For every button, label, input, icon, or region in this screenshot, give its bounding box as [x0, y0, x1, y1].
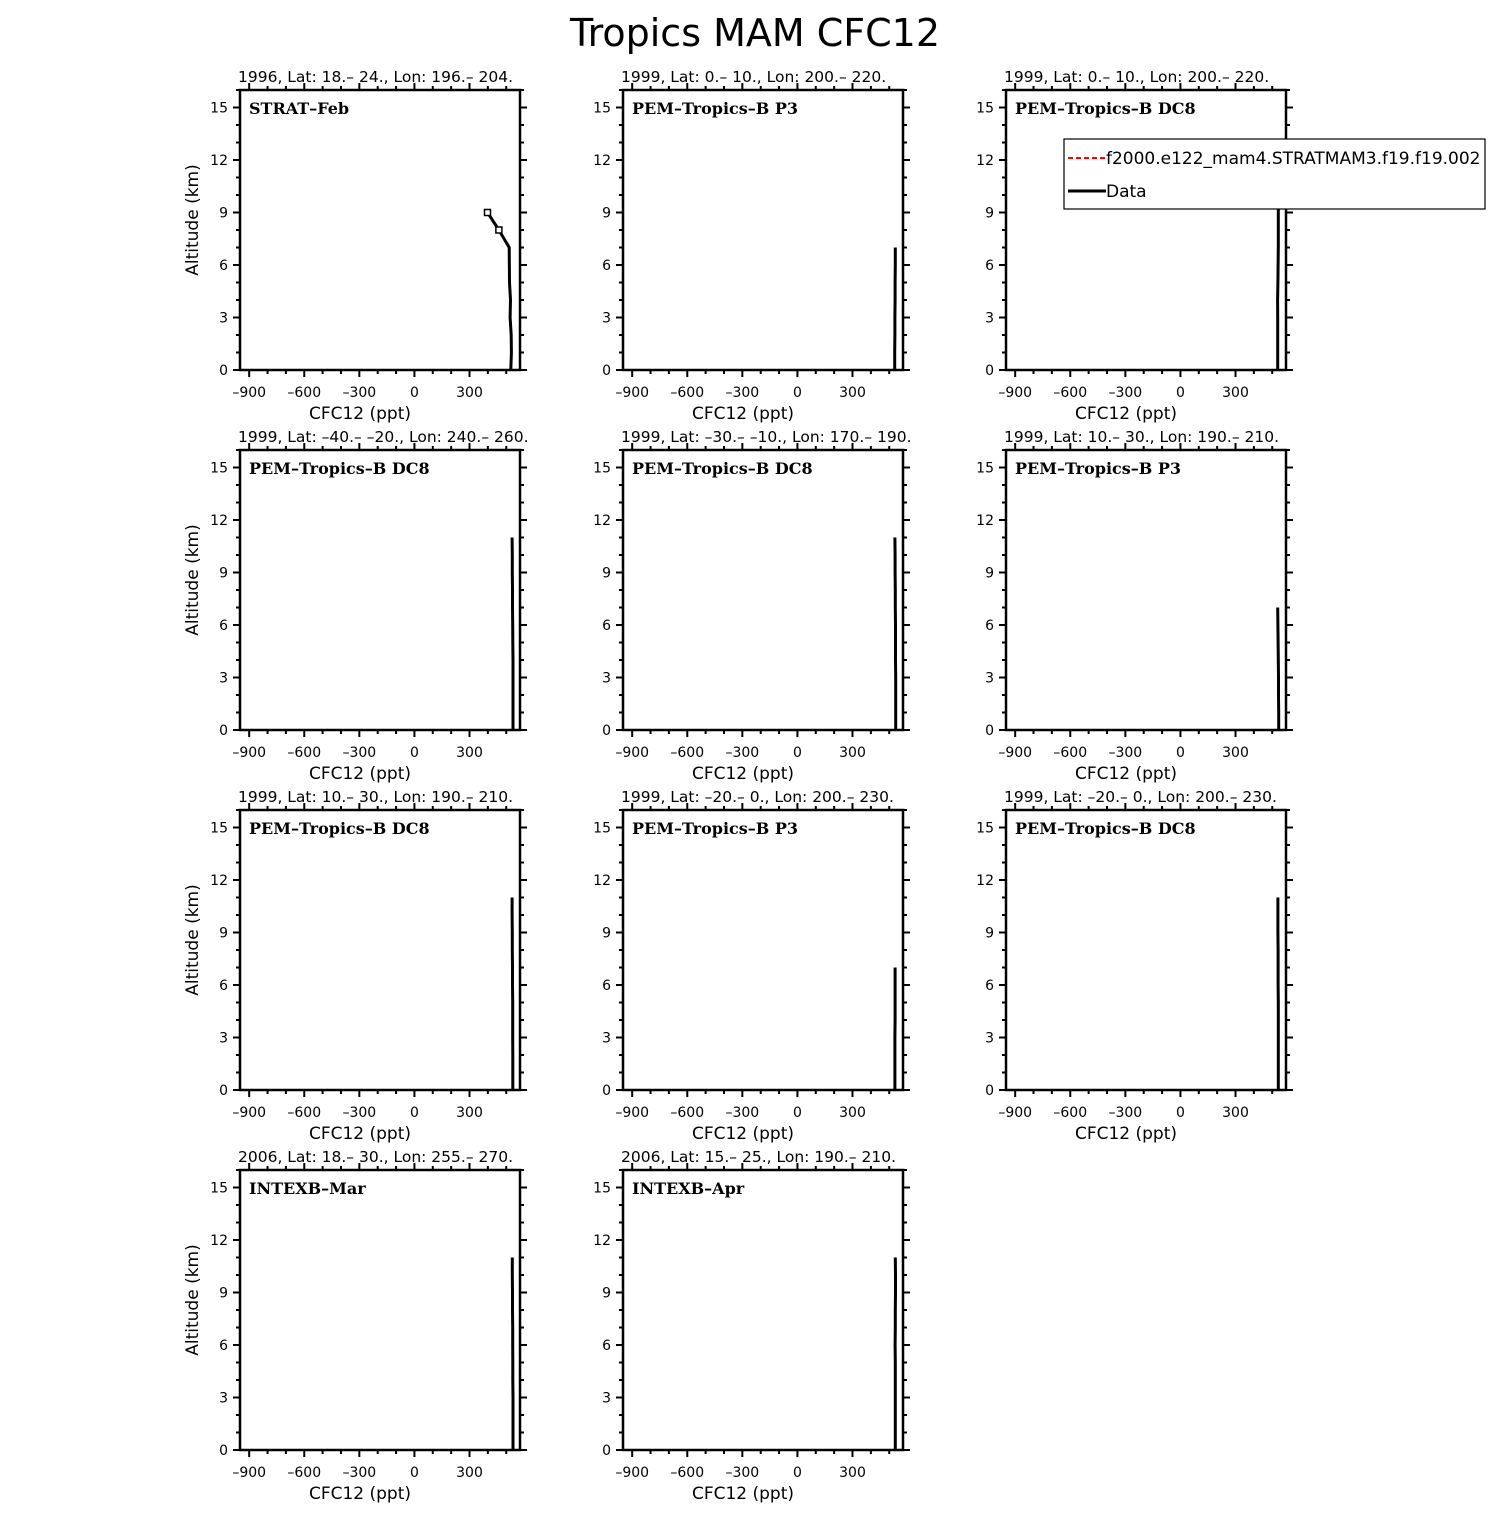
x-tick-label: 0	[793, 1105, 802, 1121]
data-point-marker	[485, 210, 491, 216]
panel-5	[593, 428, 911, 784]
panel-title: 1999, Lat: –30.– –10., Lon: 170.– 190.	[621, 428, 912, 446]
x-axis-label: CFC12 (ppt)	[692, 1124, 794, 1144]
x-tick-label: –900	[232, 1105, 266, 1121]
panel-9	[976, 788, 1293, 1144]
x-tick-label: 0	[793, 1465, 802, 1481]
y-tick-label: 3	[985, 671, 994, 687]
panel-title: 2006, Lat: 18.– 30., Lon: 255.– 270.	[238, 1148, 513, 1166]
y-tick-label: 15	[210, 101, 228, 117]
campaign-label: INTEXB–Apr	[632, 1179, 745, 1198]
y-tick-label: 0	[602, 363, 611, 379]
x-tick-label: 300	[839, 385, 866, 401]
y-tick-label: 9	[219, 926, 228, 942]
x-tick-label: 0	[410, 1465, 419, 1481]
y-tick-label: 3	[219, 311, 228, 327]
y-tick-label: 12	[593, 513, 611, 529]
x-tick-label: –600	[670, 385, 704, 401]
y-tick-label: 15	[593, 101, 611, 117]
x-tick-label: 300	[839, 1105, 866, 1121]
y-tick-label: 6	[219, 1338, 228, 1354]
plot-frame	[623, 810, 903, 1090]
y-tick-label: 6	[602, 1338, 611, 1354]
x-tick-label: –300	[342, 1465, 376, 1481]
y-tick-label: 0	[985, 723, 994, 739]
x-axis-label: CFC12 (ppt)	[1075, 404, 1177, 424]
plot-frame	[240, 90, 520, 370]
y-tick-label: 15	[210, 461, 228, 477]
y-tick-label: 6	[219, 258, 228, 274]
campaign-label: PEM–Tropics–B P3	[632, 99, 798, 118]
x-tick-label: –600	[1053, 745, 1087, 761]
y-tick-label: 6	[602, 618, 611, 634]
x-tick-label: –600	[1053, 385, 1087, 401]
x-tick-label: –900	[615, 1465, 649, 1481]
y-tick-label: 12	[976, 873, 994, 889]
y-axis-label: Altitude (km)	[183, 164, 203, 276]
x-tick-label: –900	[998, 385, 1032, 401]
x-axis-label: CFC12 (ppt)	[309, 404, 411, 424]
panel-4	[183, 428, 529, 784]
y-tick-label: 12	[976, 153, 994, 169]
data-point-marker	[496, 227, 502, 233]
campaign-label: PEM–Tropics–B DC8	[249, 459, 430, 478]
x-tick-label: –600	[287, 1465, 321, 1481]
panel-title: 1999, Lat: 10.– 30., Lon: 190.– 210.	[1004, 428, 1279, 446]
panel-title: 1999, Lat: 0.– 10., Lon: 200.– 220.	[621, 68, 886, 86]
y-tick-label: 12	[593, 153, 611, 169]
panel-title: 1999, Lat: –20.– 0., Lon: 200.– 230.	[621, 788, 894, 806]
campaign-label: PEM–Tropics–B DC8	[249, 819, 430, 838]
y-tick-label: 3	[219, 1391, 228, 1407]
y-tick-label: 6	[985, 258, 994, 274]
y-tick-label: 3	[602, 1031, 611, 1047]
y-tick-label: 0	[985, 363, 994, 379]
y-tick-label: 12	[210, 513, 228, 529]
y-tick-label: 9	[219, 566, 228, 582]
x-tick-label: –900	[232, 1465, 266, 1481]
campaign-label: INTEXB–Mar	[249, 1179, 366, 1198]
y-tick-label: 0	[219, 1083, 228, 1099]
y-tick-label: 9	[602, 566, 611, 582]
campaign-label: PEM–Tropics–B DC8	[1015, 99, 1196, 118]
legend-model-label: f2000.e122_mam4.STRATMAM3.f19.f19.002	[1106, 149, 1480, 169]
panel-6	[976, 428, 1293, 784]
x-tick-label: –300	[725, 385, 759, 401]
y-tick-label: 3	[602, 671, 611, 687]
panel-title: 1999, Lat: –20.– 0., Lon: 200.– 230.	[1004, 788, 1277, 806]
panel-10	[183, 1148, 527, 1504]
campaign-label: PEM–Tropics–B P3	[632, 819, 798, 838]
y-tick-label: 15	[593, 461, 611, 477]
x-axis-label: CFC12 (ppt)	[692, 1484, 794, 1504]
x-tick-label: –600	[670, 745, 704, 761]
y-tick-label: 3	[985, 1031, 994, 1047]
x-tick-label: –600	[670, 1465, 704, 1481]
x-tick-label: –900	[998, 745, 1032, 761]
y-tick-label: 6	[219, 618, 228, 634]
x-tick-label: 300	[839, 745, 866, 761]
x-tick-label: –900	[615, 385, 649, 401]
y-tick-label: 12	[210, 873, 228, 889]
x-tick-label: 300	[1222, 385, 1249, 401]
plot-frame	[1006, 810, 1286, 1090]
y-tick-label: 6	[985, 618, 994, 634]
x-tick-label: –900	[615, 1105, 649, 1121]
plot-frame	[240, 1170, 520, 1450]
x-axis-label: CFC12 (ppt)	[309, 1484, 411, 1504]
data-series-line	[512, 1258, 513, 1451]
y-tick-label: 0	[985, 1083, 994, 1099]
y-tick-label: 12	[593, 1233, 611, 1249]
x-axis-label: CFC12 (ppt)	[692, 404, 794, 424]
data-series-line	[512, 898, 513, 1091]
x-tick-label: –900	[615, 745, 649, 761]
plot-frame	[240, 810, 520, 1090]
campaign-label: PEM–Tropics–B P3	[1015, 459, 1181, 478]
y-tick-label: 6	[602, 978, 611, 994]
campaign-label: PEM–Tropics–B DC8	[1015, 819, 1196, 838]
x-axis-label: CFC12 (ppt)	[309, 1124, 411, 1144]
figure-title: Tropics MAM CFC12	[569, 11, 940, 55]
x-tick-label: 300	[456, 385, 483, 401]
x-axis-label: CFC12 (ppt)	[309, 764, 411, 784]
plot-frame	[623, 1170, 903, 1450]
campaign-label: PEM–Tropics–B DC8	[632, 459, 813, 478]
panel-1	[183, 68, 527, 424]
panel-title: 2006, Lat: 15.– 25., Lon: 190.– 210.	[621, 1148, 896, 1166]
y-axis-label: Altitude (km)	[183, 524, 203, 636]
x-tick-label: –600	[1053, 1105, 1087, 1121]
x-axis-label: CFC12 (ppt)	[1075, 1124, 1177, 1144]
y-tick-label: 15	[593, 821, 611, 837]
panel-3	[976, 68, 1293, 424]
plot-frame	[240, 450, 520, 730]
y-tick-label: 15	[976, 101, 994, 117]
y-tick-label: 0	[602, 1083, 611, 1099]
y-tick-label: 15	[976, 461, 994, 477]
y-tick-label: 12	[210, 1233, 228, 1249]
y-tick-label: 15	[976, 821, 994, 837]
x-tick-label: –300	[342, 745, 376, 761]
y-tick-label: 12	[593, 873, 611, 889]
x-tick-label: 0	[410, 745, 419, 761]
y-tick-label: 3	[602, 311, 611, 327]
x-tick-label: –300	[725, 745, 759, 761]
x-tick-label: –300	[725, 1105, 759, 1121]
x-tick-label: –900	[232, 745, 266, 761]
x-tick-label: 0	[793, 745, 802, 761]
panel-title: 1999, Lat: 10.– 30., Lon: 190.– 210.	[238, 788, 513, 806]
x-tick-label: –300	[1108, 745, 1142, 761]
y-tick-label: 9	[985, 206, 994, 222]
x-tick-label: 0	[1176, 385, 1185, 401]
y-tick-label: 9	[985, 566, 994, 582]
panel-title: 1996, Lat: 18.– 24., Lon: 196.– 204.	[238, 68, 513, 86]
plot-frame	[1006, 450, 1286, 730]
data-series-line	[488, 213, 512, 371]
plot-frame	[623, 90, 903, 370]
y-tick-label: 3	[219, 671, 228, 687]
panel-title: 1999, Lat: –40.– –20., Lon: 240.– 260.	[238, 428, 529, 446]
y-tick-label: 6	[985, 978, 994, 994]
panel-8	[593, 788, 910, 1144]
y-tick-label: 3	[602, 1391, 611, 1407]
y-tick-label: 12	[210, 153, 228, 169]
x-tick-label: 300	[456, 1465, 483, 1481]
y-tick-label: 0	[219, 1443, 228, 1459]
x-axis-label: CFC12 (ppt)	[1075, 764, 1177, 784]
x-tick-label: 300	[456, 745, 483, 761]
plot-frame	[1006, 90, 1286, 370]
y-tick-label: 3	[985, 311, 994, 327]
legend	[1064, 139, 1485, 209]
campaign-label: STRAT–Feb	[249, 99, 349, 118]
x-tick-label: –300	[1108, 1105, 1142, 1121]
x-tick-label: 0	[1176, 745, 1185, 761]
y-tick-label: 15	[210, 1181, 228, 1197]
y-tick-label: 9	[602, 926, 611, 942]
x-tick-label: 0	[793, 385, 802, 401]
y-tick-label: 15	[593, 1181, 611, 1197]
data-series-line	[895, 538, 896, 731]
y-tick-label: 12	[976, 513, 994, 529]
x-tick-label: 300	[839, 1465, 866, 1481]
x-tick-label: 0	[1176, 1105, 1185, 1121]
panel-2	[593, 68, 910, 424]
y-tick-label: 9	[602, 206, 611, 222]
plot-frame	[623, 450, 903, 730]
y-tick-label: 6	[602, 258, 611, 274]
data-series-line	[1278, 608, 1279, 731]
x-tick-label: –300	[342, 385, 376, 401]
x-tick-label: 300	[1222, 745, 1249, 761]
y-axis-label: Altitude (km)	[183, 884, 203, 996]
x-tick-label: –900	[998, 1105, 1032, 1121]
legend-data-label: Data	[1106, 182, 1147, 202]
x-tick-label: –900	[232, 385, 266, 401]
x-tick-label: 300	[1222, 1105, 1249, 1121]
y-tick-label: 9	[219, 206, 228, 222]
x-tick-label: –600	[287, 385, 321, 401]
data-series-line	[512, 538, 513, 731]
panel-title: 1999, Lat: 0.– 10., Lon: 200.– 220.	[1004, 68, 1269, 86]
y-tick-label: 3	[219, 1031, 228, 1047]
panel-11	[593, 1148, 910, 1504]
x-tick-label: 300	[456, 1105, 483, 1121]
x-tick-label: –300	[342, 1105, 376, 1121]
y-tick-label: 0	[602, 1443, 611, 1459]
x-tick-label: –600	[287, 1105, 321, 1121]
y-tick-label: 15	[210, 821, 228, 837]
y-axis-label: Altitude (km)	[183, 1244, 203, 1356]
x-tick-label: –600	[287, 745, 321, 761]
y-tick-label: 0	[219, 723, 228, 739]
data-series-line	[895, 248, 896, 371]
y-tick-label: 9	[219, 1286, 228, 1302]
y-tick-label: 9	[985, 926, 994, 942]
x-tick-label: –300	[725, 1465, 759, 1481]
panel-7	[183, 788, 527, 1144]
x-tick-label: –300	[1108, 385, 1142, 401]
y-tick-label: 9	[602, 1286, 611, 1302]
x-tick-label: –600	[670, 1105, 704, 1121]
y-tick-label: 6	[219, 978, 228, 994]
x-axis-label: CFC12 (ppt)	[692, 764, 794, 784]
y-tick-label: 0	[219, 363, 228, 379]
x-tick-label: 0	[410, 1105, 419, 1121]
x-tick-label: 0	[410, 385, 419, 401]
y-tick-label: 0	[602, 723, 611, 739]
